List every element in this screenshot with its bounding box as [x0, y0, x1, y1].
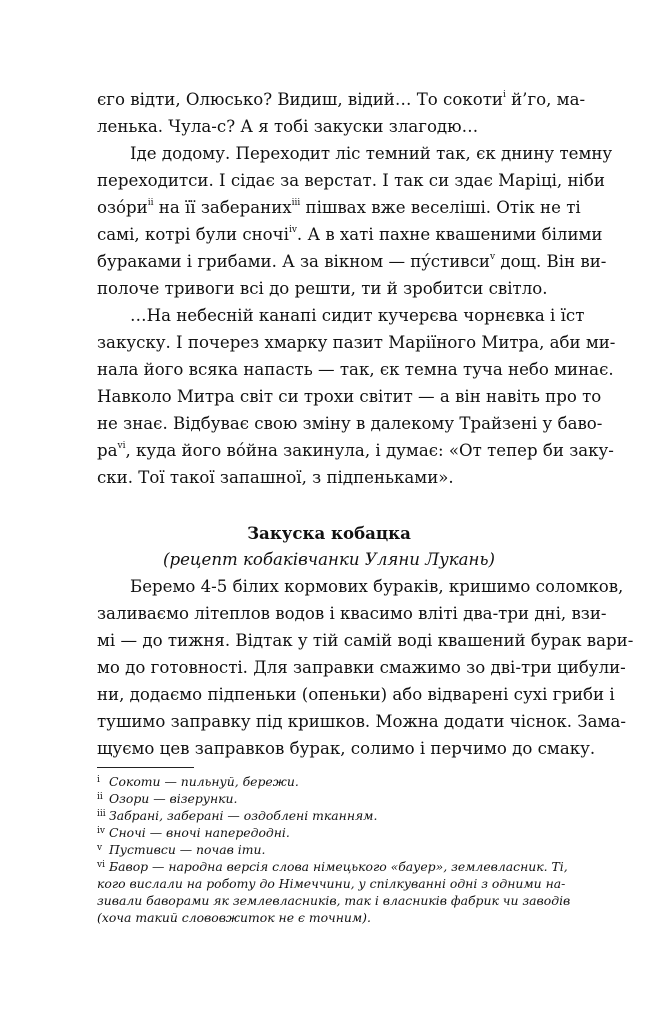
body-line: закуску. І почерез хмарку пазит Маріїного Митра, аби ми- — [97, 333, 616, 352]
footnote-mark: iv — [97, 826, 105, 836]
recipe-line: мо до готовності. Для заправки смажимо зо дві-три цибули- — [97, 658, 626, 677]
recipe-line: заливаємо літеплов водов і квасимо вліті два-три дні, взи- — [97, 604, 607, 623]
body-line: не знає. Відбуває свою зміну в далекому Трайзені у бавo- — [97, 414, 603, 433]
footnote-mark: i — [97, 775, 100, 785]
footnote-divider — [97, 767, 194, 768]
footnote-continuation: зивали баворами як землевласників, так і власників фабрик чи заводів — [97, 893, 571, 908]
body-line: самі, котрі були сночі$^{iv}$. А в хаті пахне квашеними білими — [97, 225, 603, 244]
recipe-title: Закуска кобацка — [247, 523, 411, 543]
recipe-line: щуємо цев заправков бурак, солимо і перчимо до смаку. — [97, 739, 596, 758]
recipe-line: Беремо 4-5 білих кормових бураків, кришимо соломков, — [130, 577, 624, 596]
body-line: $ра^{vi}$, куда його вóйна закинула, і думає: «От тепер би заку- — [97, 441, 614, 460]
recipe-subtitle: (рецепт кобаківчанки Уляни Лукань) — [163, 550, 495, 569]
footnote-mark: ii — [97, 792, 103, 802]
footnote-mark: v — [97, 843, 103, 853]
recipe-line: мі — до тижня. Відтак у тій самій воді квашений бурак вари- — [97, 631, 634, 650]
recipe-line: ни, додаємо підпеньки (опеньки) або відварені сухі гриби і — [97, 685, 615, 704]
body-line: переходитси. І сідає за верстат. І так си здає Маріці, ніби — [97, 171, 605, 190]
body-line: ски. Тої такої запашної, з підпеньками». — [97, 468, 454, 487]
footnote-ref[interactable]: iii — [291, 198, 301, 209]
recipe-line: тушимо заправку під кришков. Можна додати чіснок. Зама- — [97, 712, 626, 731]
footnote-ref[interactable]: v — [489, 252, 496, 263]
footnote-ref[interactable]: iv — [288, 225, 297, 236]
footnote: i Сокоти — пильнуй, бережи. — [97, 774, 299, 789]
footnote-mark: vi — [97, 860, 105, 870]
footnote-mark: iii — [97, 809, 106, 819]
footnote-continuation: (хоча такий слововжиток не є точним). — [97, 910, 371, 925]
body-line: ленька. Чула-с? А я тобі закуски злагодю… — [97, 117, 479, 136]
body-line: озóри$^{ii}$ на її забераних$^{iii}$ пішвах вже веселіші. Отік не ті — [97, 198, 581, 217]
footnote: ii Озори — візерунки. — [97, 791, 238, 806]
footnote-ref[interactable]: vi — [117, 441, 126, 452]
body-line: єго відти, Олюсько? Видиш, відий… То сокоти$^i$ й’го, ма- — [97, 90, 586, 109]
body-line: …На небесній канапі сидит кучерєва чорнєвка і їст — [130, 306, 585, 325]
footnote-ref[interactable]: i — [502, 90, 506, 101]
footnote: iv Сночі — вночі напередодні. — [97, 825, 290, 840]
footnote: iii Забрані, заберані — оздоблені тканням. — [97, 808, 378, 823]
body-line: нала його всяка напасть — так, єк темна туча небо минає. — [97, 360, 614, 379]
footnote-ref[interactable]: ii — [147, 198, 154, 209]
footnote: vi Бавор — народна версія слова німецького «бауер», землевласник. Ті, — [97, 859, 568, 874]
body-line: Іде додому. Переходит ліс темний так, єк днину темну — [130, 144, 613, 163]
body-line: Навколо Митра світ си трохи світит — а він навіть про то — [97, 387, 602, 406]
body-line: бураками і грибами. А за вікном — пýстивси$^v$ дощ. Він ви- — [97, 252, 607, 271]
body-line: полоче тривоги всі до решти, ти й зробитси світло. — [97, 279, 548, 298]
footnote-continuation: кого вислали на роботу до Німеччини, у спілкуванні одні з одними на- — [97, 876, 566, 891]
footnote: v Пустивси — почав іти. — [97, 842, 266, 857]
